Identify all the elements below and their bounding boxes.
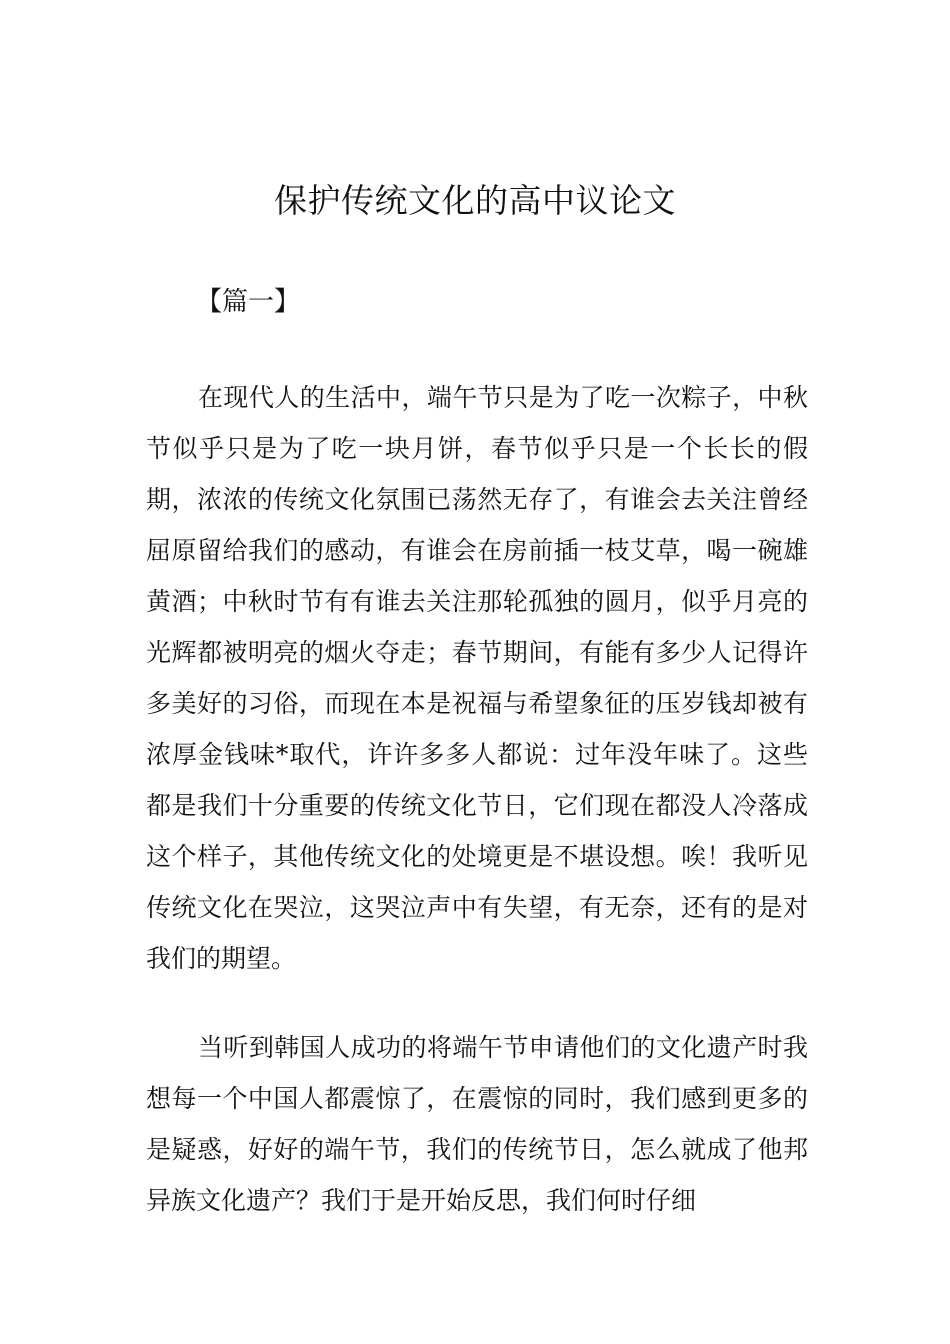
- document-title: 保护传统文化的高中议论文: [274, 181, 676, 220]
- body-paragraph-1: 在现代人的生活中，端午节只是为了吃一次粽子，中秋节似乎只是为了吃一块月饼，春节似乎只是一个长长的假期，浓浓的传统文化氛围已荡然无存了，有谁会去关注曾经屈原留给我们的感动，有谁会在房前插一枝艾草，喝一碗雄黄酒；中秋时节有有谁去关注那轮孤独的圆月，似乎月亮的光辉都被明亮的烟火夺走；春节期间，有能有多少人记得许多美好的习俗，而现在本是祝福与希望象征的压岁钱却被有浓厚金钱味*取代，许许多多人都说：过年没年味了。这些都是我们十分重要的传统文化节日，它们现在都没人冷落成这个样子，其他传统文化的处境更是不堪设想。唉！我听见传统文化在哭泣，这哭泣声中有失望，有无奈，还有的是对我们的期望。: [146, 383, 808, 973]
- body-paragraph-2: 当听到韩国人成功的将端午节申请他们的文化遗产时我想每一个中国人都震惊了，在震惊的同时，我们感到更多的是疑惑，好好的端午节，我们的传统节日，怎么就成了他邦异族文化遗产？我们于是开始反思，我们何时仔细: [146, 1033, 808, 1215]
- section-label: 【篇一】: [196, 287, 301, 317]
